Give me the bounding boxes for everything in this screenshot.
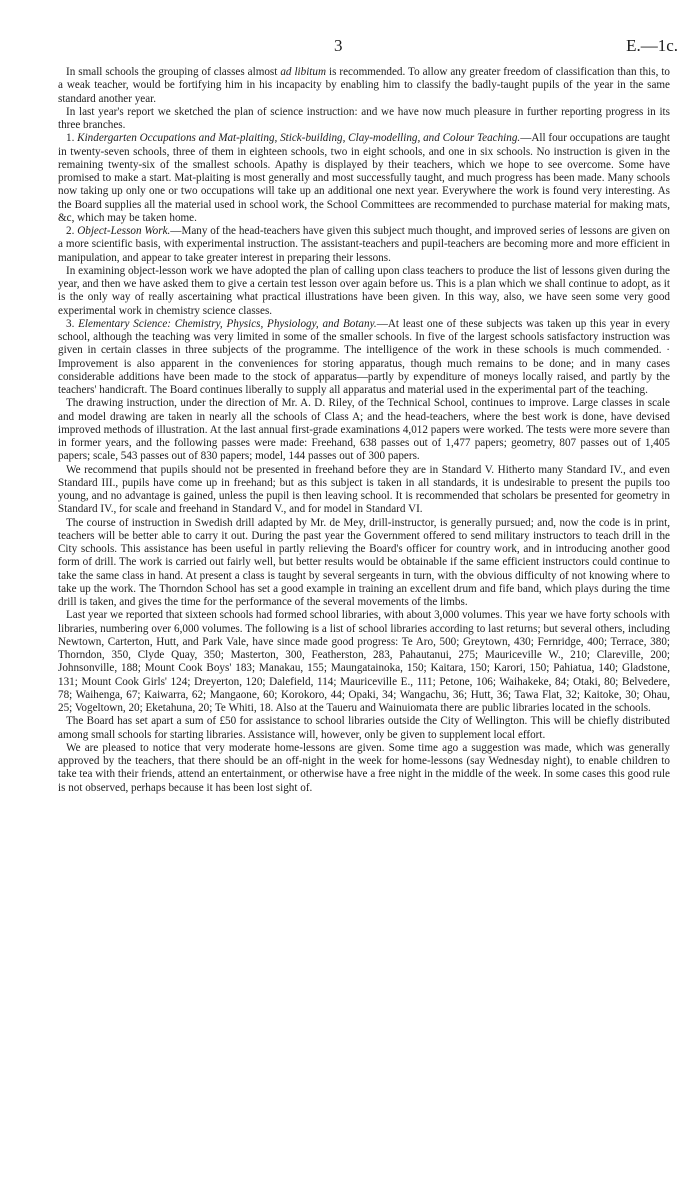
paragraph-grouping: In small schools the grouping of classes almost ad libitum is recommended. To allow any greater freedom of classification than this, to a weak teacher, would be fortifying him in his incapacity by enabling him to classify the badly-taught pupils of the year in the same standard another year. — [58, 66, 671, 105]
document-page — [58, 36, 678, 795]
page-number: 3 — [334, 36, 343, 55]
paragraph-elementary-science: 3. Elementary Science: Chemistry, Physics, Physiology, and Botany.—At least one of these subjects was taken up this year in every school, although the teaching was very limited in some of the smaller schools. In five of the largest schools satisfactory instruction was given in certain classes in three subjects of the programme. The intelligence of the work in these schools is much commended. · Improvement is also apparent in the conveniences for storing apparatus, though much remains to be done; and in many cases considerable additions have been made to the stock of apparatus—partly by expenditure of moneys locally raised, and partly by the teachers' handicraft. The Board continues liberally to supply all apparatus and material used in the experimental part of the teaching. — [58, 317, 671, 396]
paragraph-swedish-drill: The course of instruction in Swedish drill adapted by Mr. de Mey, drill-instructor, is generally pursued; and, now the code is in print, teachers will be better able to carry it out. During the past year the Government offered to send military instructors to teach drill in the City schools. This assistance has been useful in partly relieving the Board's officer for country work, and in introducing another good form of drill. The work is carried out fairly well, but better results would be obtainable if the same efficient instructors could continue to take the same class in hand. At present a class is taught by several sergeants in turn, with the obvious difficulty of not knowing where to take up the work. The Thorndon School has set a good example in training an excellent drum and fife band, which plays during the time drill is taken, and gives the time for the performance of the several movements of the limbs. — [58, 516, 670, 608]
page-header — [58, 36, 678, 66]
paragraph-library-grant: The Board has set apart a sum of £50 for assistance to school libraries outside the City of Wellington. This will be chiefly distributed among small schools for starting libraries. Assistance will, however, only be given to supplement local effort. — [58, 715, 670, 741]
document-reference: E.—1c. — [626, 36, 678, 55]
paragraph-home-lessons: We are pleased to notice that very moderate home-lessons are given. Some time ago a suggestion was made, which was generally approved by the teachers, that there should be an off-night in the week for home-lessons (say Wednesday night), to enable children to take tea with their friends, attend an entertainment, or otherwise have a free night in the middle of the week. In some cases this good rule is not observed, perhaps because it has been lost sight of. — [58, 741, 670, 794]
paragraph-drawing: The drawing instruction, under the direction of Mr. A. D. Riley, of the Technical School, continues to improve. Large classes in scale and model drawing are taken in nearly all the schools of Class A; and the head-teachers, where the best work is done, have devised improved methods of illustration. At the last annual first-grade examinations 4,012 papers were worked. The tests were more severe than in former years, and the following passes were made: Freehand, 638 passes out of 1,477 papers; geometry, 807 passes out of 1,405 papers; scale, 543 passes out of 830 papers; model, 144 passes out of 300 papers. — [58, 397, 670, 463]
paragraph-object-lesson: 2. Object-Lesson Work.—Many of the head-teachers have given this subject much thought, and improved series of lessons are given on a more scientific basis, with experimental instruction. The assistant-teachers and pupil-teachers are becoming more and more efficient in manipulation, and appear to take greater interest in preparing their lessons. — [58, 225, 670, 264]
paragraph-kindergarten: 1. Kindergarten Occupations and Mat-plaiting, Stick-building, Clay-modelling, and Colour Teaching.—All four occupations are taught in twenty-seven schools, three of them in eighteen schools, two in eight schools, and one in six schools. No instruction is given in the remaining twenty-six of the smallest schools. Apathy is displayed by their teachers, which we hope to see overcome. Some have promised to make a start. Mat-plaiting is most generally and most successfully taught, and much progress has been made. Many schools now taking up only one or two occupations will take up an additional one next year. Everywhere the work is found very interesting. As the Board supplies all the material used in school work, the School Committees are recommended to purchase material for making mats, &c, which may be taken home. — [58, 132, 670, 224]
paragraph-freehand: We recommend that pupils should not be presented in freehand before they are in Standard V. Hitherto many Standard IV., and even Standard III., pupils have come up in freehand; but as this subject is taken in all standards, it is undesirable to present the pupils too young, and no advantage is gained, unless the pupil is then leaving school. It is recommended that scholars be presented for geometry in Standard IV., for scale and freehand in Standard V., and for model in Standard VI. — [58, 463, 670, 516]
paragraph-science-intro: In last year's report we sketched the plan of science instruction: and we have now much pleasure in further reporting progress in its three branches. — [58, 105, 670, 131]
report-body — [58, 66, 670, 795]
paragraph-libraries: Last year we reported that sixteen schools had formed school libraries, with about 3,000 volumes. This year we have forty schools with libraries, numbering over 6,000 volumes. The following is a list of school libraries according to last returns; but several others, including Newtown, Carterton, Hutt, and Park Vale, have since made good progress: Te Aro, 500; Greytown, 430; Fernridge, 400; Terrace, 380; Thorndon, 350, Clyde Quay, 350; Masterton, 300, Featherston, 283, Pahautanui, 275; Mauriceville W., 210; Clareville, 200; Johnsonville, 188; Mount Cook Boys' 183; Manakau, 155; Maungatainoka, 150; Kaitara, 150; Karori, 150; Pahiatua, 140; Gladstone, 131; Mount Cook Girls' 124; Dreyerton, 120; Dalefield, 114; Mauriceville E., 111; Petone, 106; Waihakeke, 84; Otaki, 80; Belvedere, 78; Waihenga, 67; Kaiwarra, 62; Mangaone, 60; Korokoro, 44; Opaki, 34; Wangachu, 36; Hutt, 36; Tawa Flat, 32; Kaitoke, 30; Ohau, 25; Vogeltown, 20; Eketahuna, 20; Te Whiti, 18. Also at the Taueru and Wainuiomata there are public libraries located in the schools. — [58, 609, 670, 714]
paragraph-object-lesson-exam: In examining object-lesson work we have adopted the plan of calling upon class teachers to produce the list of lessons given during the year, and then we have asked them to give a certain test lesson over again before us. This is a plan which we shall continue to adopt, as it is the only way of really ascertaining what practical illustrations have been given. In this way, also, we have seen some very good experimental work in chemistry science classes. — [58, 264, 670, 317]
